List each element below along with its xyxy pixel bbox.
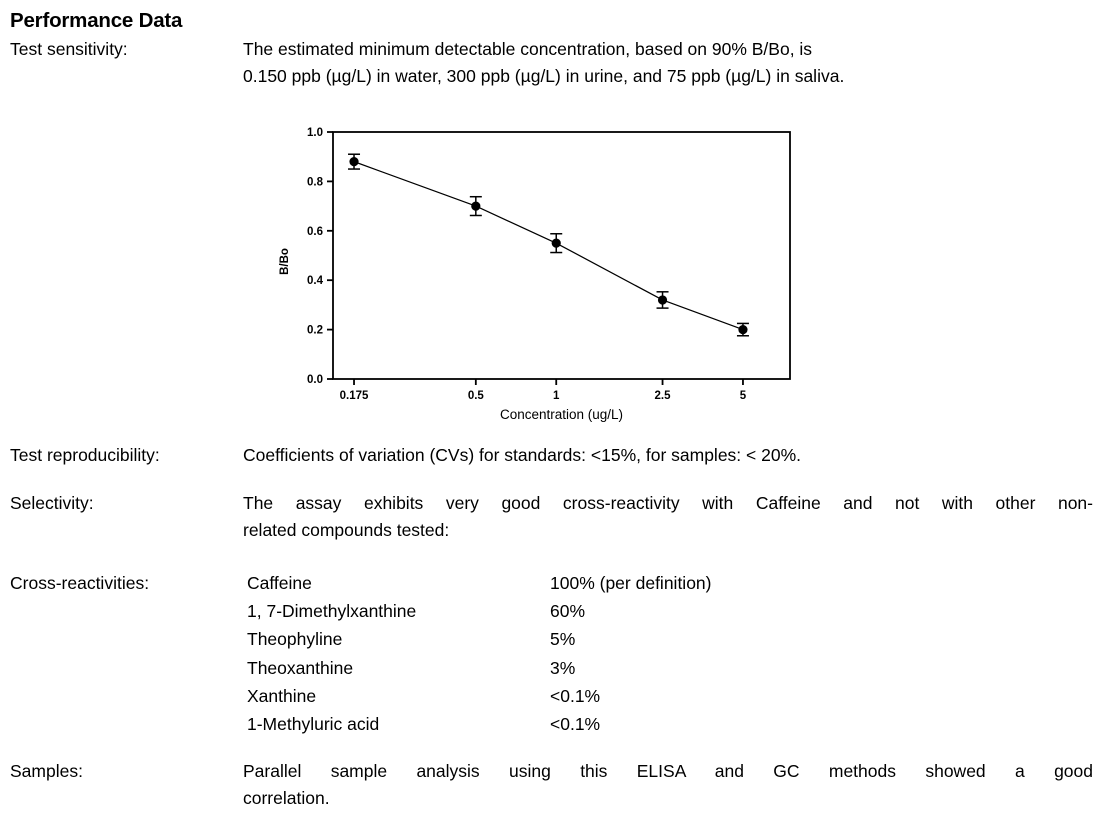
svg-text:0.2: 0.2 xyxy=(307,324,323,337)
svg-text:5: 5 xyxy=(739,390,747,402)
y-axis-ticks xyxy=(307,127,333,386)
x-axis-label: Concentration (ug/L) xyxy=(499,407,624,422)
label-cross-reactivities: Cross-reactivities: xyxy=(10,573,150,593)
compound-name: 1-Methyluric acid xyxy=(247,714,380,735)
calibration-curve-chart xyxy=(278,120,818,430)
test-sensitivity-line-2: 0.150 ppb (µg/L) in water, 300 ppb (µg/L) in urine, and 75 ppb (µg/L) in saliva. xyxy=(243,66,845,86)
svg-text:0.175: 0.175 xyxy=(339,390,369,402)
label-selectivity: Selectivity: xyxy=(10,493,94,513)
label-test-sensitivity: Test sensitivity: xyxy=(10,39,128,59)
axis-labels xyxy=(279,248,623,422)
svg-text:0.4: 0.4 xyxy=(307,275,323,288)
compound-value: <0.1% xyxy=(550,714,601,735)
table-row xyxy=(247,597,1093,625)
svg-text:0.5: 0.5 xyxy=(467,390,484,402)
test-reproducibility-text: Coefficients of variation (CVs) for standards: <15%, for samples: < 20%. xyxy=(243,445,801,465)
samples-text xyxy=(243,758,1093,812)
samples-line-1: Parallel sample analysis using this ELISA and GC methods showed a good xyxy=(243,761,1093,781)
samples-line-2: correlation. xyxy=(243,788,330,808)
test-sensitivity-text xyxy=(243,36,1093,90)
svg-text:0.8: 0.8 xyxy=(307,176,323,189)
selectivity-text xyxy=(243,490,1093,544)
compound-name: 1, 7-Dimethylxanthine xyxy=(247,601,417,622)
compound-value: 100% (per definition) xyxy=(550,573,712,593)
x-axis-ticks xyxy=(340,379,747,402)
compound-value: 5% xyxy=(550,629,576,650)
page-title: Performance Data xyxy=(10,9,183,32)
compound-name: Theophyline xyxy=(247,629,343,650)
label-test-reproducibility: Test reproducibility: xyxy=(10,445,160,465)
table-row xyxy=(247,654,1093,682)
label-samples: Samples: xyxy=(10,761,83,781)
table-row xyxy=(247,710,1093,738)
svg-text:2.5: 2.5 xyxy=(654,390,671,402)
compound-value: 3% xyxy=(550,657,576,678)
table-row xyxy=(247,625,1093,653)
svg-text:1.0: 1.0 xyxy=(307,127,323,139)
compound-value: 60% xyxy=(550,601,586,622)
compound-value: <0.1% xyxy=(550,685,601,706)
selectivity-line-2: related compounds tested: xyxy=(243,520,450,540)
compound-name: Caffeine xyxy=(247,573,312,593)
table-row xyxy=(247,682,1093,710)
chart-svg xyxy=(278,120,818,430)
svg-text:1: 1 xyxy=(553,390,560,402)
svg-text:0.6: 0.6 xyxy=(307,225,323,238)
series-line xyxy=(354,162,743,330)
test-sensitivity-line-1: The estimated minimum detectable concentration, based on 90% B/Bo, is xyxy=(243,39,813,59)
selectivity-line-1: The assay exhibits very good cross-reactivity with Caffeine and not with other non- xyxy=(243,493,1093,513)
data-points xyxy=(349,157,747,334)
svg-text:0.0: 0.0 xyxy=(307,374,323,386)
table-row xyxy=(247,569,1093,597)
compound-name: Theoxanthine xyxy=(247,657,354,678)
cross-reactivity-table xyxy=(247,569,1093,738)
y-axis-label: B/Bo xyxy=(279,248,291,275)
chart-axes xyxy=(333,132,790,379)
compound-name: Xanthine xyxy=(247,685,317,706)
